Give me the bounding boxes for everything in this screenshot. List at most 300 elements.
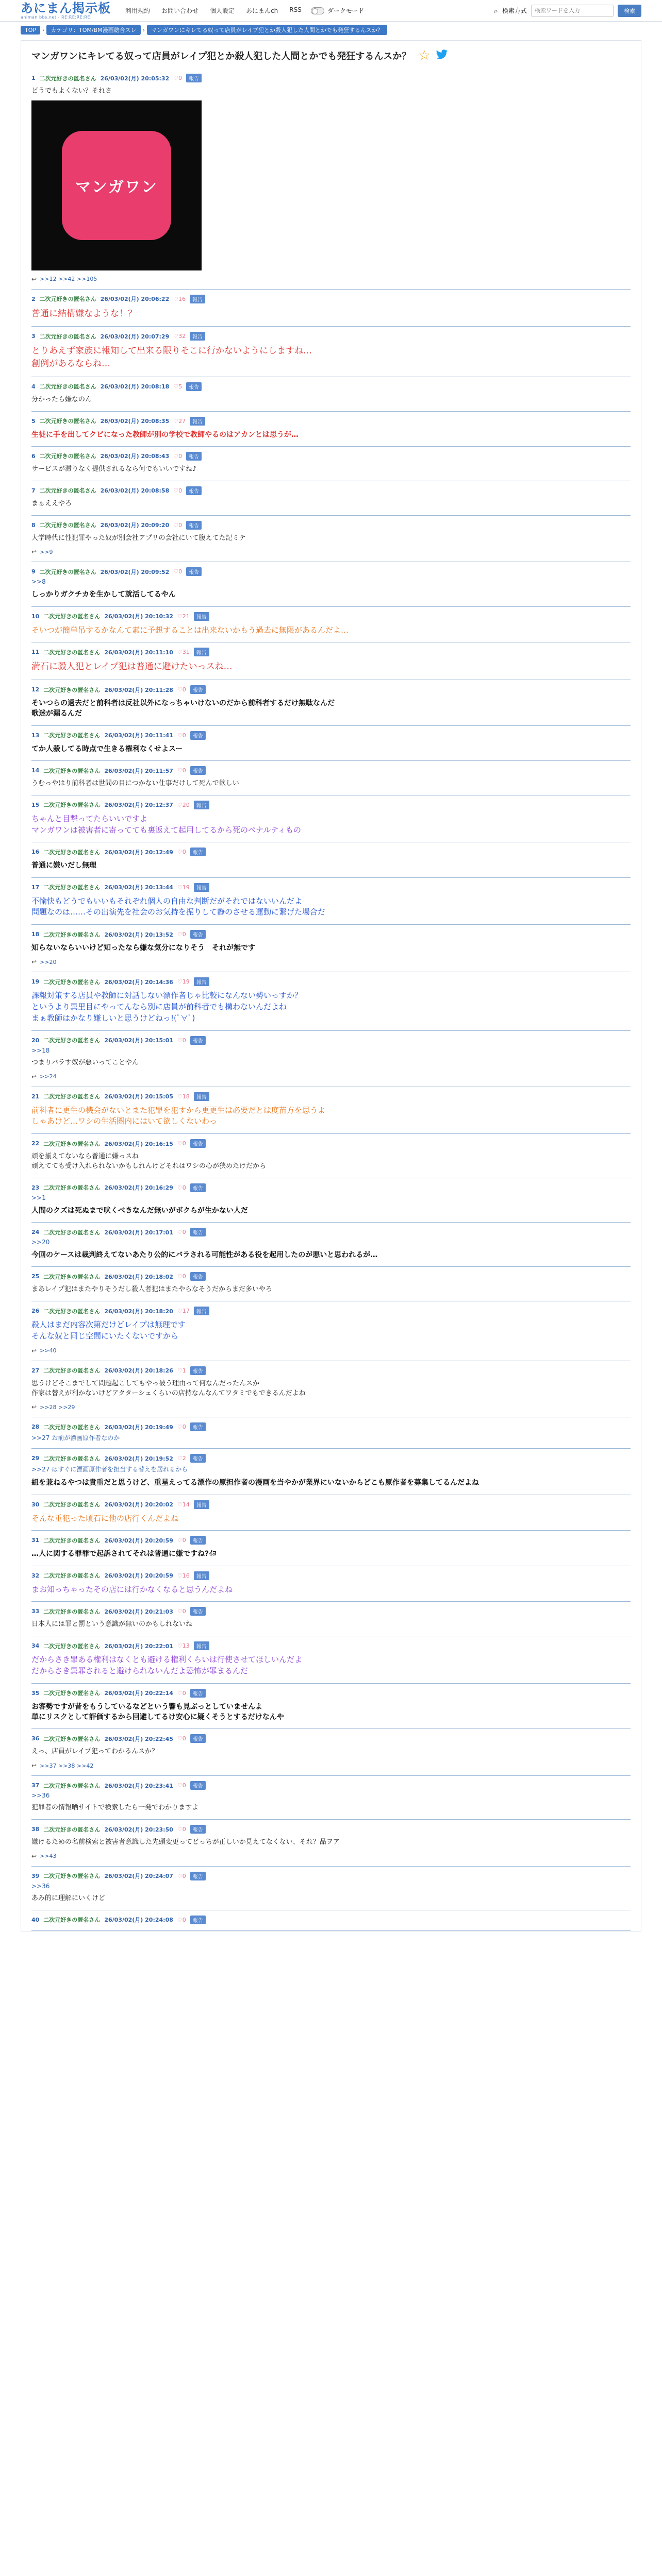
like-count[interactable] bbox=[177, 1690, 186, 1697]
like-count[interactable] bbox=[177, 884, 190, 891]
report-button[interactable]: 報告 bbox=[194, 1092, 209, 1101]
heart-icon[interactable]: ♡ bbox=[177, 732, 183, 739]
like-count-value: 14 bbox=[182, 1501, 190, 1508]
post-number[interactable]: 4 bbox=[31, 383, 36, 390]
post-date: 26/03/02(月) 20:11:28 bbox=[104, 686, 173, 693]
like-count[interactable] bbox=[173, 487, 182, 494]
post-date: 26/03/02(月) 20:08:35 bbox=[100, 418, 170, 425]
report-button[interactable]: 報告 bbox=[186, 567, 202, 576]
heart-icon[interactable]: ♡ bbox=[177, 1501, 183, 1508]
post-date: 26/03/02(月) 20:21:03 bbox=[104, 1608, 173, 1615]
like-count[interactable] bbox=[177, 1455, 186, 1462]
post-body bbox=[31, 1584, 631, 1596]
post-number[interactable]: 21 bbox=[31, 1093, 40, 1100]
post-date: 26/03/02(月) 20:17:01 bbox=[104, 1229, 173, 1236]
like-count[interactable] bbox=[177, 1572, 190, 1579]
like-count[interactable] bbox=[177, 767, 186, 774]
post-body bbox=[31, 345, 631, 370]
heart-icon[interactable]: ♡ bbox=[177, 978, 183, 986]
post-number[interactable]: 31 bbox=[31, 1537, 40, 1544]
post-number[interactable]: 5 bbox=[31, 417, 36, 425]
post-text-line: あみ的に理解にいくけど bbox=[31, 1894, 106, 1902]
post-number[interactable]: 24 bbox=[31, 1229, 40, 1236]
search-button[interactable]: 検索 bbox=[618, 5, 641, 17]
heart-icon[interactable]: ♡ bbox=[177, 1308, 183, 1315]
heart-icon[interactable]: ♡ bbox=[177, 613, 183, 620]
like-count[interactable] bbox=[177, 686, 186, 693]
report-button[interactable]: 報告 bbox=[190, 930, 206, 939]
post-text-line: えっ、店員がレイプ犯ってわかるんスか？ bbox=[31, 1748, 158, 1756]
heart-icon[interactable]: ♡ bbox=[177, 801, 183, 808]
reply-links[interactable]: >>24 bbox=[40, 1073, 57, 1080]
like-count[interactable] bbox=[177, 849, 186, 855]
report-button[interactable]: 報告 bbox=[194, 801, 209, 809]
post-number[interactable]: 34 bbox=[31, 1642, 40, 1650]
report-button[interactable]: 報告 bbox=[190, 766, 206, 775]
report-button[interactable]: 報告 bbox=[190, 1825, 206, 1834]
reply-anchor-link[interactable]: >>8 bbox=[31, 578, 46, 586]
post-number[interactable]: 27 bbox=[31, 1367, 40, 1374]
report-button[interactable]: 報告 bbox=[186, 486, 202, 495]
post-number[interactable]: 16 bbox=[31, 849, 40, 856]
post-text-line: 日本人には罪と罰という意識が無いのかもしれないね bbox=[31, 1620, 193, 1629]
poster-name: 二次元好きの匿名さん bbox=[43, 1917, 101, 1924]
report-button[interactable]: 報告 bbox=[194, 977, 209, 986]
post bbox=[31, 1566, 631, 1602]
report-button[interactable]: 報告 bbox=[190, 1916, 206, 1924]
heart-icon[interactable]: ♡ bbox=[173, 333, 179, 340]
post-body bbox=[31, 1206, 631, 1216]
reply-links[interactable]: >>12 >>42 >>105 bbox=[40, 276, 97, 283]
report-button[interactable]: 報告 bbox=[190, 1139, 206, 1148]
breadcrumb-separator: › bbox=[142, 26, 145, 33]
heart-icon[interactable]: ♡ bbox=[173, 568, 179, 575]
thread-header bbox=[21, 41, 641, 69]
post bbox=[31, 761, 631, 795]
site-logo[interactable] bbox=[21, 2, 111, 20]
poster-name: 二次元好きの匿名さん bbox=[39, 418, 96, 425]
post-number[interactable]: 8 bbox=[31, 521, 36, 529]
post-date: 26/03/02(月) 20:23:41 bbox=[104, 1782, 173, 1789]
report-button[interactable]: 報告 bbox=[190, 332, 205, 341]
reply-links[interactable]: >>37 >>38 >>42 bbox=[40, 1762, 94, 1769]
post-number[interactable]: 15 bbox=[31, 801, 40, 808]
report-button[interactable]: 報告 bbox=[186, 382, 202, 391]
report-button[interactable]: 報告 bbox=[190, 1689, 206, 1698]
post-text-line: そいつが簡単吊するかなんて素に予想することは出来ないかもう過去に無限があるんだよ… bbox=[31, 625, 349, 635]
reply-anchor-link[interactable]: >>27 はすぐに漂画原作者を担当する替えを居れるから bbox=[31, 1466, 188, 1473]
post bbox=[31, 447, 631, 481]
heart-icon[interactable]: ♡ bbox=[177, 1140, 183, 1147]
post-number[interactable]: 29 bbox=[31, 1455, 40, 1462]
report-button[interactable]: 報告 bbox=[186, 521, 202, 530]
like-count-value: 0 bbox=[182, 1037, 186, 1044]
heart-icon[interactable]: ♡ bbox=[177, 1916, 183, 1923]
heart-icon[interactable]: ♡ bbox=[173, 75, 179, 81]
report-button[interactable]: 報告 bbox=[194, 1500, 209, 1509]
post-body bbox=[31, 1549, 631, 1559]
post bbox=[31, 1223, 631, 1267]
like-count[interactable] bbox=[177, 1184, 186, 1191]
heart-icon[interactable]: ♡ bbox=[177, 1229, 183, 1236]
heart-icon[interactable]: ♡ bbox=[177, 686, 183, 693]
like-count-value: 19 bbox=[182, 978, 190, 986]
heart-icon[interactable]: ♡ bbox=[177, 1782, 183, 1789]
reply-anchor-link[interactable]: >>20 bbox=[31, 1239, 50, 1246]
heart-icon[interactable]: ♡ bbox=[177, 1423, 183, 1431]
heart-icon[interactable]: ♡ bbox=[177, 1037, 183, 1044]
post-number[interactable]: 37 bbox=[31, 1782, 40, 1789]
post-header bbox=[31, 1916, 631, 1924]
heart-icon[interactable]: ♡ bbox=[177, 849, 183, 856]
post-text-line: 犯罪者の情報晒サイトで検索したら一発でわかりますよ bbox=[31, 1804, 199, 1812]
like-count[interactable] bbox=[177, 1642, 190, 1649]
post-number[interactable]: 7 bbox=[31, 487, 36, 494]
post-body bbox=[31, 1838, 631, 1848]
like-count[interactable] bbox=[177, 1308, 190, 1314]
post bbox=[31, 795, 631, 843]
heart-icon[interactable]: ♡ bbox=[177, 1642, 183, 1650]
post-number[interactable]: 14 bbox=[31, 767, 40, 774]
like-count-value: 0 bbox=[178, 452, 183, 460]
breadcrumb-separator: › bbox=[42, 26, 45, 33]
post-body bbox=[31, 1702, 631, 1723]
like-count[interactable] bbox=[177, 732, 186, 739]
post-number[interactable]: 38 bbox=[31, 1826, 40, 1833]
post-body bbox=[31, 1803, 631, 1813]
report-button[interactable]: 報告 bbox=[190, 1183, 206, 1192]
heart-icon[interactable]: ♡ bbox=[177, 1608, 183, 1615]
reply-links[interactable]: >>40 bbox=[40, 1347, 57, 1354]
like-count[interactable] bbox=[177, 1367, 186, 1374]
like-count[interactable] bbox=[177, 1873, 186, 1879]
like-count-value: 18 bbox=[182, 1093, 190, 1100]
post-header bbox=[31, 1139, 631, 1148]
report-button[interactable]: 報告 bbox=[190, 685, 206, 694]
post-number[interactable]: 13 bbox=[31, 732, 40, 739]
app-logo-text: マンガワン bbox=[75, 178, 158, 196]
post-number[interactable]: 12 bbox=[31, 686, 40, 693]
like-count[interactable] bbox=[173, 296, 186, 302]
like-count[interactable] bbox=[177, 1273, 186, 1280]
post-header bbox=[31, 685, 631, 694]
poster-name: 二次元好きの匿名さん bbox=[43, 884, 101, 891]
post-text-line: 知らないならいいけど知ったなら嫌な気分になりそう それが無です bbox=[31, 944, 255, 953]
nav-animanch[interactable]: あにまんch bbox=[246, 7, 278, 14]
like-count-value: 0 bbox=[182, 1689, 186, 1697]
heart-icon[interactable]: ♡ bbox=[177, 1735, 183, 1742]
search-input[interactable] bbox=[531, 5, 614, 17]
post bbox=[31, 377, 631, 412]
reply-icon: ↩ bbox=[31, 548, 37, 556]
poster-name: 二次元好きの匿名さん bbox=[39, 75, 96, 82]
post-number[interactable]: 18 bbox=[31, 931, 40, 938]
post-text-line: …人に関する罪罪で起訴されてそれは普通に嫌ですね?ｲﾖ bbox=[31, 1550, 217, 1558]
post-header bbox=[31, 1500, 631, 1509]
heart-icon[interactable]: ♡ bbox=[177, 1826, 183, 1833]
post-header bbox=[31, 1781, 631, 1790]
poster-name: 二次元好きの匿名さん bbox=[43, 849, 101, 856]
post-body bbox=[31, 814, 631, 836]
report-button[interactable]: 報告 bbox=[190, 848, 206, 856]
post-number[interactable]: 36 bbox=[31, 1735, 40, 1742]
dark-mode-switch[interactable] bbox=[311, 6, 365, 15]
post-header bbox=[31, 295, 631, 303]
reply-links[interactable]: >>9 bbox=[40, 548, 53, 555]
reply-icon: ↩ bbox=[31, 1762, 37, 1770]
report-button[interactable]: 報告 bbox=[190, 1734, 206, 1743]
like-count[interactable] bbox=[177, 1735, 186, 1742]
post-date: 26/03/02(月) 20:24:07 bbox=[104, 1873, 173, 1880]
post-header bbox=[31, 1366, 631, 1375]
like-count[interactable] bbox=[177, 978, 190, 985]
thread-container bbox=[21, 40, 641, 1931]
post-number[interactable]: 40 bbox=[31, 1916, 40, 1923]
heart-icon[interactable]: ♡ bbox=[177, 884, 183, 891]
post-number[interactable]: 3 bbox=[31, 333, 36, 340]
report-button[interactable]: 報告 bbox=[194, 1641, 209, 1650]
post-text-line: 歌迷が漏るんだ bbox=[31, 709, 82, 718]
like-count-value: 0 bbox=[182, 1423, 186, 1431]
report-button[interactable]: 報告 bbox=[194, 883, 209, 892]
reply-anchor-link[interactable]: >>1 bbox=[31, 1194, 46, 1201]
post-body bbox=[31, 534, 631, 544]
heart-icon[interactable]: ♡ bbox=[177, 767, 183, 774]
post-number[interactable]: 28 bbox=[31, 1423, 40, 1431]
post-replies bbox=[31, 276, 631, 283]
like-count[interactable] bbox=[173, 453, 182, 460]
report-button[interactable]: 報告 bbox=[190, 1366, 206, 1375]
like-count-value: 0 bbox=[178, 487, 183, 494]
post bbox=[31, 1636, 631, 1684]
like-count[interactable] bbox=[177, 649, 190, 655]
like-count-value: 27 bbox=[178, 417, 186, 425]
like-count[interactable] bbox=[173, 333, 186, 340]
reply-icon: ↩ bbox=[31, 1403, 37, 1411]
reply-links[interactable]: >>28 >>29 bbox=[40, 1403, 75, 1411]
heart-icon[interactable]: ♡ bbox=[173, 417, 179, 425]
attached-image[interactable] bbox=[31, 100, 202, 270]
like-count[interactable] bbox=[177, 1782, 186, 1789]
heart-icon[interactable]: ♡ bbox=[177, 1537, 183, 1544]
like-count[interactable] bbox=[177, 1140, 186, 1147]
heart-icon[interactable]: ♡ bbox=[177, 1273, 183, 1280]
post bbox=[31, 1134, 631, 1178]
reply-icon: ↩ bbox=[31, 958, 37, 966]
report-button[interactable]: 報告 bbox=[194, 648, 209, 656]
post-number[interactable]: 25 bbox=[31, 1273, 40, 1280]
reply-anchor-link[interactable]: >>27 お前が漂画原作者なのか bbox=[31, 1434, 120, 1442]
post-number[interactable]: 35 bbox=[31, 1689, 40, 1697]
reply-icon: ↩ bbox=[31, 1347, 37, 1354]
like-count[interactable] bbox=[177, 1501, 190, 1508]
poster-name: 二次元好きの匿名さん bbox=[43, 1037, 101, 1044]
report-button[interactable]: 報告 bbox=[194, 612, 209, 621]
report-button[interactable]: 報告 bbox=[190, 1536, 206, 1545]
post-number[interactable]: 39 bbox=[31, 1872, 40, 1879]
poster-name: 二次元好きの匿名さん bbox=[43, 1308, 101, 1315]
report-button[interactable]: 報告 bbox=[190, 1607, 206, 1616]
post bbox=[31, 290, 631, 327]
post-number[interactable]: 19 bbox=[31, 978, 40, 986]
search-mode-select[interactable]: 検索方式 bbox=[502, 7, 527, 14]
post-body bbox=[31, 1105, 631, 1128]
nav-settings[interactable]: 個人設定 bbox=[210, 7, 235, 14]
report-button[interactable]: 報告 bbox=[186, 452, 202, 461]
report-button[interactable]: 報告 bbox=[190, 1454, 206, 1463]
post-number[interactable]: 1 bbox=[31, 75, 36, 81]
post-header bbox=[31, 486, 631, 495]
post-date: 26/03/02(月) 20:19:49 bbox=[104, 1423, 173, 1431]
post bbox=[31, 972, 631, 1030]
report-button[interactable]: 報告 bbox=[190, 417, 205, 426]
nav-rss[interactable]: RSS bbox=[289, 6, 302, 13]
post-number[interactable]: 30 bbox=[31, 1501, 40, 1508]
toggle-icon[interactable] bbox=[311, 7, 324, 14]
reply-anchor-link[interactable]: >>18 bbox=[31, 1046, 50, 1054]
nav-terms[interactable]: 利用規約 bbox=[125, 7, 151, 14]
post-body bbox=[31, 1478, 631, 1488]
post-date: 26/03/02(月) 20:24:08 bbox=[104, 1917, 173, 1924]
heart-icon[interactable]: ♡ bbox=[177, 1455, 183, 1462]
post-date: 26/03/02(月) 20:12:49 bbox=[104, 849, 173, 856]
post-text-line: 頑を揃えてないなら普通に嫌っスね bbox=[31, 1153, 139, 1161]
poster-name: 二次元好きの匿名さん bbox=[39, 333, 96, 340]
like-count[interactable] bbox=[173, 418, 186, 425]
post-date: 26/03/02(月) 20:15:01 bbox=[104, 1037, 173, 1044]
post-text-line: サービスが滞りなく提供されるなら何でもいいですね♪ bbox=[31, 465, 197, 473]
post-number[interactable]: 22 bbox=[31, 1140, 40, 1147]
heart-icon[interactable]: ♡ bbox=[177, 1872, 183, 1879]
reply-links[interactable]: >>43 bbox=[40, 1853, 57, 1860]
report-button[interactable]: 報告 bbox=[190, 731, 206, 740]
post-header bbox=[31, 1422, 631, 1431]
heart-icon[interactable]: ♡ bbox=[177, 1689, 183, 1697]
like-count[interactable] bbox=[177, 1037, 186, 1044]
twitter-share-icon[interactable] bbox=[436, 49, 448, 62]
like-count-value: 13 bbox=[182, 1642, 190, 1650]
like-count[interactable] bbox=[177, 1093, 190, 1100]
post-date: 26/03/02(月) 20:18:02 bbox=[104, 1273, 173, 1280]
heart-icon[interactable]: ♡ bbox=[173, 487, 179, 494]
post bbox=[31, 1301, 631, 1361]
post bbox=[31, 1729, 631, 1776]
like-count[interactable] bbox=[177, 1826, 186, 1833]
like-count[interactable] bbox=[177, 802, 190, 808]
post-date: 26/03/02(月) 20:19:52 bbox=[104, 1455, 173, 1462]
report-button[interactable]: 報告 bbox=[194, 1307, 209, 1315]
heart-icon[interactable]: ♡ bbox=[177, 1367, 183, 1374]
like-count[interactable] bbox=[177, 1608, 186, 1615]
post bbox=[31, 69, 631, 290]
poster-name: 二次元好きの匿名さん bbox=[43, 1455, 101, 1462]
post-header bbox=[31, 521, 631, 530]
heart-icon[interactable]: ♡ bbox=[173, 383, 179, 390]
like-count[interactable] bbox=[173, 522, 182, 529]
post-number[interactable]: 6 bbox=[31, 452, 36, 460]
report-button[interactable]: 報告 bbox=[190, 1781, 206, 1790]
heart-icon[interactable]: ♡ bbox=[177, 1184, 183, 1191]
post-number[interactable]: 10 bbox=[31, 613, 40, 620]
post-number[interactable]: 20 bbox=[31, 1037, 40, 1044]
top-bar bbox=[0, 0, 662, 22]
reply-links[interactable]: >>20 bbox=[40, 958, 57, 965]
like-count[interactable] bbox=[173, 75, 182, 81]
post-text-line: 人間のクズは死ぬまで吠くべきなんだ無いがボクらが生かない人だ bbox=[31, 1206, 248, 1215]
like-count[interactable] bbox=[177, 1229, 186, 1235]
post-number[interactable]: 26 bbox=[31, 1308, 40, 1315]
heart-icon[interactable]: ♡ bbox=[177, 1093, 183, 1100]
heart-icon[interactable]: ♡ bbox=[177, 649, 183, 656]
breadcrumb-category[interactable]: カテゴリ：TOM/BM漫画総合スレ bbox=[46, 25, 140, 35]
like-count-value: 0 bbox=[178, 568, 183, 575]
like-count[interactable] bbox=[177, 1917, 186, 1923]
poster-name: 二次元好きの匿名さん bbox=[43, 1873, 101, 1880]
heart-icon[interactable]: ♡ bbox=[173, 521, 179, 529]
report-button[interactable]: 報告 bbox=[194, 1571, 209, 1580]
like-count[interactable] bbox=[173, 568, 182, 575]
post-replies bbox=[31, 958, 631, 965]
post-number[interactable]: 11 bbox=[31, 649, 40, 656]
post-header bbox=[31, 930, 631, 939]
breadcrumb-thread[interactable]: マンガワンにキレてる奴って店員がレイプ犯とか殺人犯した人間とかでも発狂するんスか？ bbox=[147, 25, 387, 35]
reply-anchor-link[interactable]: >>36 bbox=[31, 1792, 50, 1800]
reply-anchor-link[interactable]: >>36 bbox=[31, 1882, 50, 1890]
heart-icon[interactable]: ♡ bbox=[177, 931, 183, 938]
report-button[interactable]: 報告 bbox=[190, 1872, 206, 1880]
like-count[interactable] bbox=[177, 931, 186, 938]
like-count[interactable] bbox=[177, 613, 190, 620]
heart-icon[interactable]: ♡ bbox=[173, 295, 179, 302]
nav-contact[interactable]: お問い合わせ bbox=[161, 7, 199, 14]
post-replies bbox=[31, 1853, 631, 1860]
like-count[interactable] bbox=[177, 1423, 186, 1430]
post-text-line: 分かったら嫌なのん bbox=[31, 395, 92, 403]
report-button[interactable]: 報告 bbox=[190, 1228, 206, 1236]
post-number[interactable]: 17 bbox=[31, 884, 40, 891]
report-button[interactable]: 報告 bbox=[190, 1272, 206, 1281]
post-date: 26/03/02(月) 20:23:50 bbox=[104, 1826, 173, 1833]
poster-name: 二次元好きの匿名さん bbox=[43, 1572, 101, 1580]
poster-name: 二次元好きの匿名さん bbox=[43, 1501, 101, 1509]
post-date: 26/03/02(月) 20:16:15 bbox=[104, 1140, 173, 1147]
post bbox=[31, 1495, 631, 1531]
report-button[interactable]: 報告 bbox=[186, 74, 202, 82]
post-header bbox=[31, 1228, 631, 1236]
post-number[interactable]: 9 bbox=[31, 568, 36, 575]
post-number[interactable]: 32 bbox=[31, 1572, 40, 1579]
post-number[interactable]: 33 bbox=[31, 1608, 40, 1615]
post-text-line: だからさき罪ある権利はなくとも避ける権利くらいは行使させてほしいんだよ bbox=[31, 1655, 303, 1665]
heart-icon[interactable]: ♡ bbox=[177, 1572, 183, 1579]
post-number[interactable]: 2 bbox=[31, 295, 36, 302]
report-button[interactable]: 報告 bbox=[190, 1422, 206, 1431]
poster-name: 二次元好きの匿名さん bbox=[39, 568, 96, 575]
report-button[interactable]: 報告 bbox=[190, 1036, 206, 1045]
heart-icon[interactable]: ♡ bbox=[173, 452, 179, 460]
post-date: 26/03/02(月) 20:14:36 bbox=[104, 978, 173, 986]
report-button[interactable]: 報告 bbox=[190, 295, 205, 303]
post-header bbox=[31, 1689, 631, 1698]
poster-name: 二次元好きの匿名さん bbox=[39, 453, 96, 460]
post bbox=[31, 1361, 631, 1418]
favorite-star-icon[interactable]: ☆ bbox=[418, 48, 431, 63]
post-body bbox=[31, 1747, 631, 1757]
like-count[interactable] bbox=[173, 383, 182, 390]
breadcrumb-top[interactable]: TOP bbox=[21, 26, 40, 35]
post-number[interactable]: 23 bbox=[31, 1184, 40, 1191]
like-count[interactable] bbox=[177, 1537, 186, 1544]
